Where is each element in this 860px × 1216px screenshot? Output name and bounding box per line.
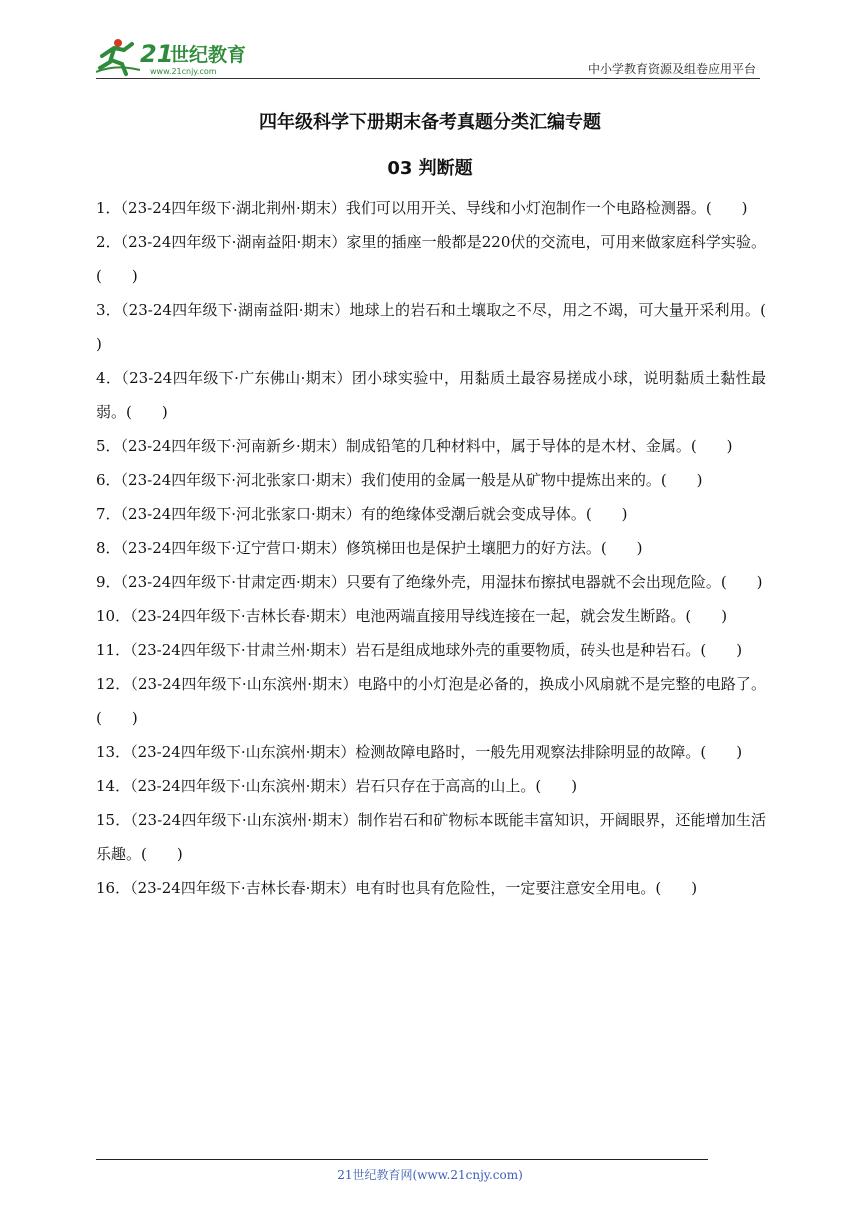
footer-link[interactable]: 21世纪教育网(www.21cnjy.com) [337,1168,523,1182]
question-item: 12．（23-24四年级下·山东滨州·期末）电路中的小灯泡是必备的，换成小风扇就不是完整的电路了。( ) [96,675,766,727]
question-item: 4．（23-24四年级下·广东佛山·期末）团小球实验中，用黏质土最容易搓成小球，说明黏质土黏性最弱。( ) [96,369,766,421]
question-item: 8．（23-24四年级下·辽宁营口·期末）修筑梯田也是保护土壤肥力的好方法。( ) [96,539,643,557]
platform-name: 中小学教育资源及组卷应用平台 [587,62,756,76]
logo-url: www.21cnjy.com [150,67,217,76]
question-item: 6．（23-24四年级下·河北张家口·期末）我们使用的金属一般是从矿物中提炼出来的。( ) [96,471,703,489]
header-divider [96,78,760,79]
question-item: 1．（23-24四年级下·湖北荆州·期末）我们可以用开关、导线和小灯泡制作一个电路检测器。( ) [96,199,748,217]
section-title: 03 判断题 [387,158,473,179]
question-item: 7．（23-24四年级下·河北张家口·期末）有的绝缘体受潮后就会变成导体。( ) [96,505,628,523]
logo-number: 21 [140,40,174,68]
page-header [96,34,760,80]
page-title: 四年级科学下册期末备考真题分类汇编专题 [259,112,601,133]
question-item: 15．（23-24四年级下·山东滨州·期末）制作岩石和矿物标本既能丰富知识，开阔眼界，还能增加生活乐趣。( ) [96,811,766,863]
question-item: 10．（23-24四年级下·吉林长春·期末）电池两端直接用导线连接在一起，就会发生断路。( ) [96,607,728,625]
logo-text: 世纪教育 [170,44,247,66]
question-item: 14．（23-24四年级下·山东滨州·期末）岩石只存在于高高的山上。( ) [96,777,578,795]
question-item: 13．（23-24四年级下·山东滨州·期末）检测故障电路时，一般先用观察法排除明显的故障。( ) [96,743,743,761]
question-item: 11．（23-24四年级下·甘肃兰州·期末）岩石是组成地球外壳的重要物质，砖头也是种岩石。( ) [96,641,743,659]
question-item: 5．（23-24四年级下·河南新乡·期末）制成铅笔的几种材料中，属于导体的是木材、金属。( ) [96,437,733,455]
question-list [96,191,797,905]
runner-icon [96,39,140,74]
question-item: 16．（23-24四年级下·吉林长春·期末）电有时也具有危险性，一定要注意安全用电。( ) [96,879,698,897]
logo [96,34,266,78]
question-item: 3．（23-24四年级下·湖南益阳·期末）地球上的岩石和土壤取之不尽，用之不竭，可大量开采利用。( ) [96,301,797,353]
question-item: 2．（23-24四年级下·湖南益阳·期末）家里的插座一般都是220伏的交流电，可用来做家庭科学实验。( ) [96,233,766,285]
footer-divider [96,1159,708,1160]
question-item: 9．（23-24四年级下·甘肃定西·期末）只要有了绝缘外壳，用湿抹布擦拭电器就不会出现危险。( ) [96,573,763,591]
